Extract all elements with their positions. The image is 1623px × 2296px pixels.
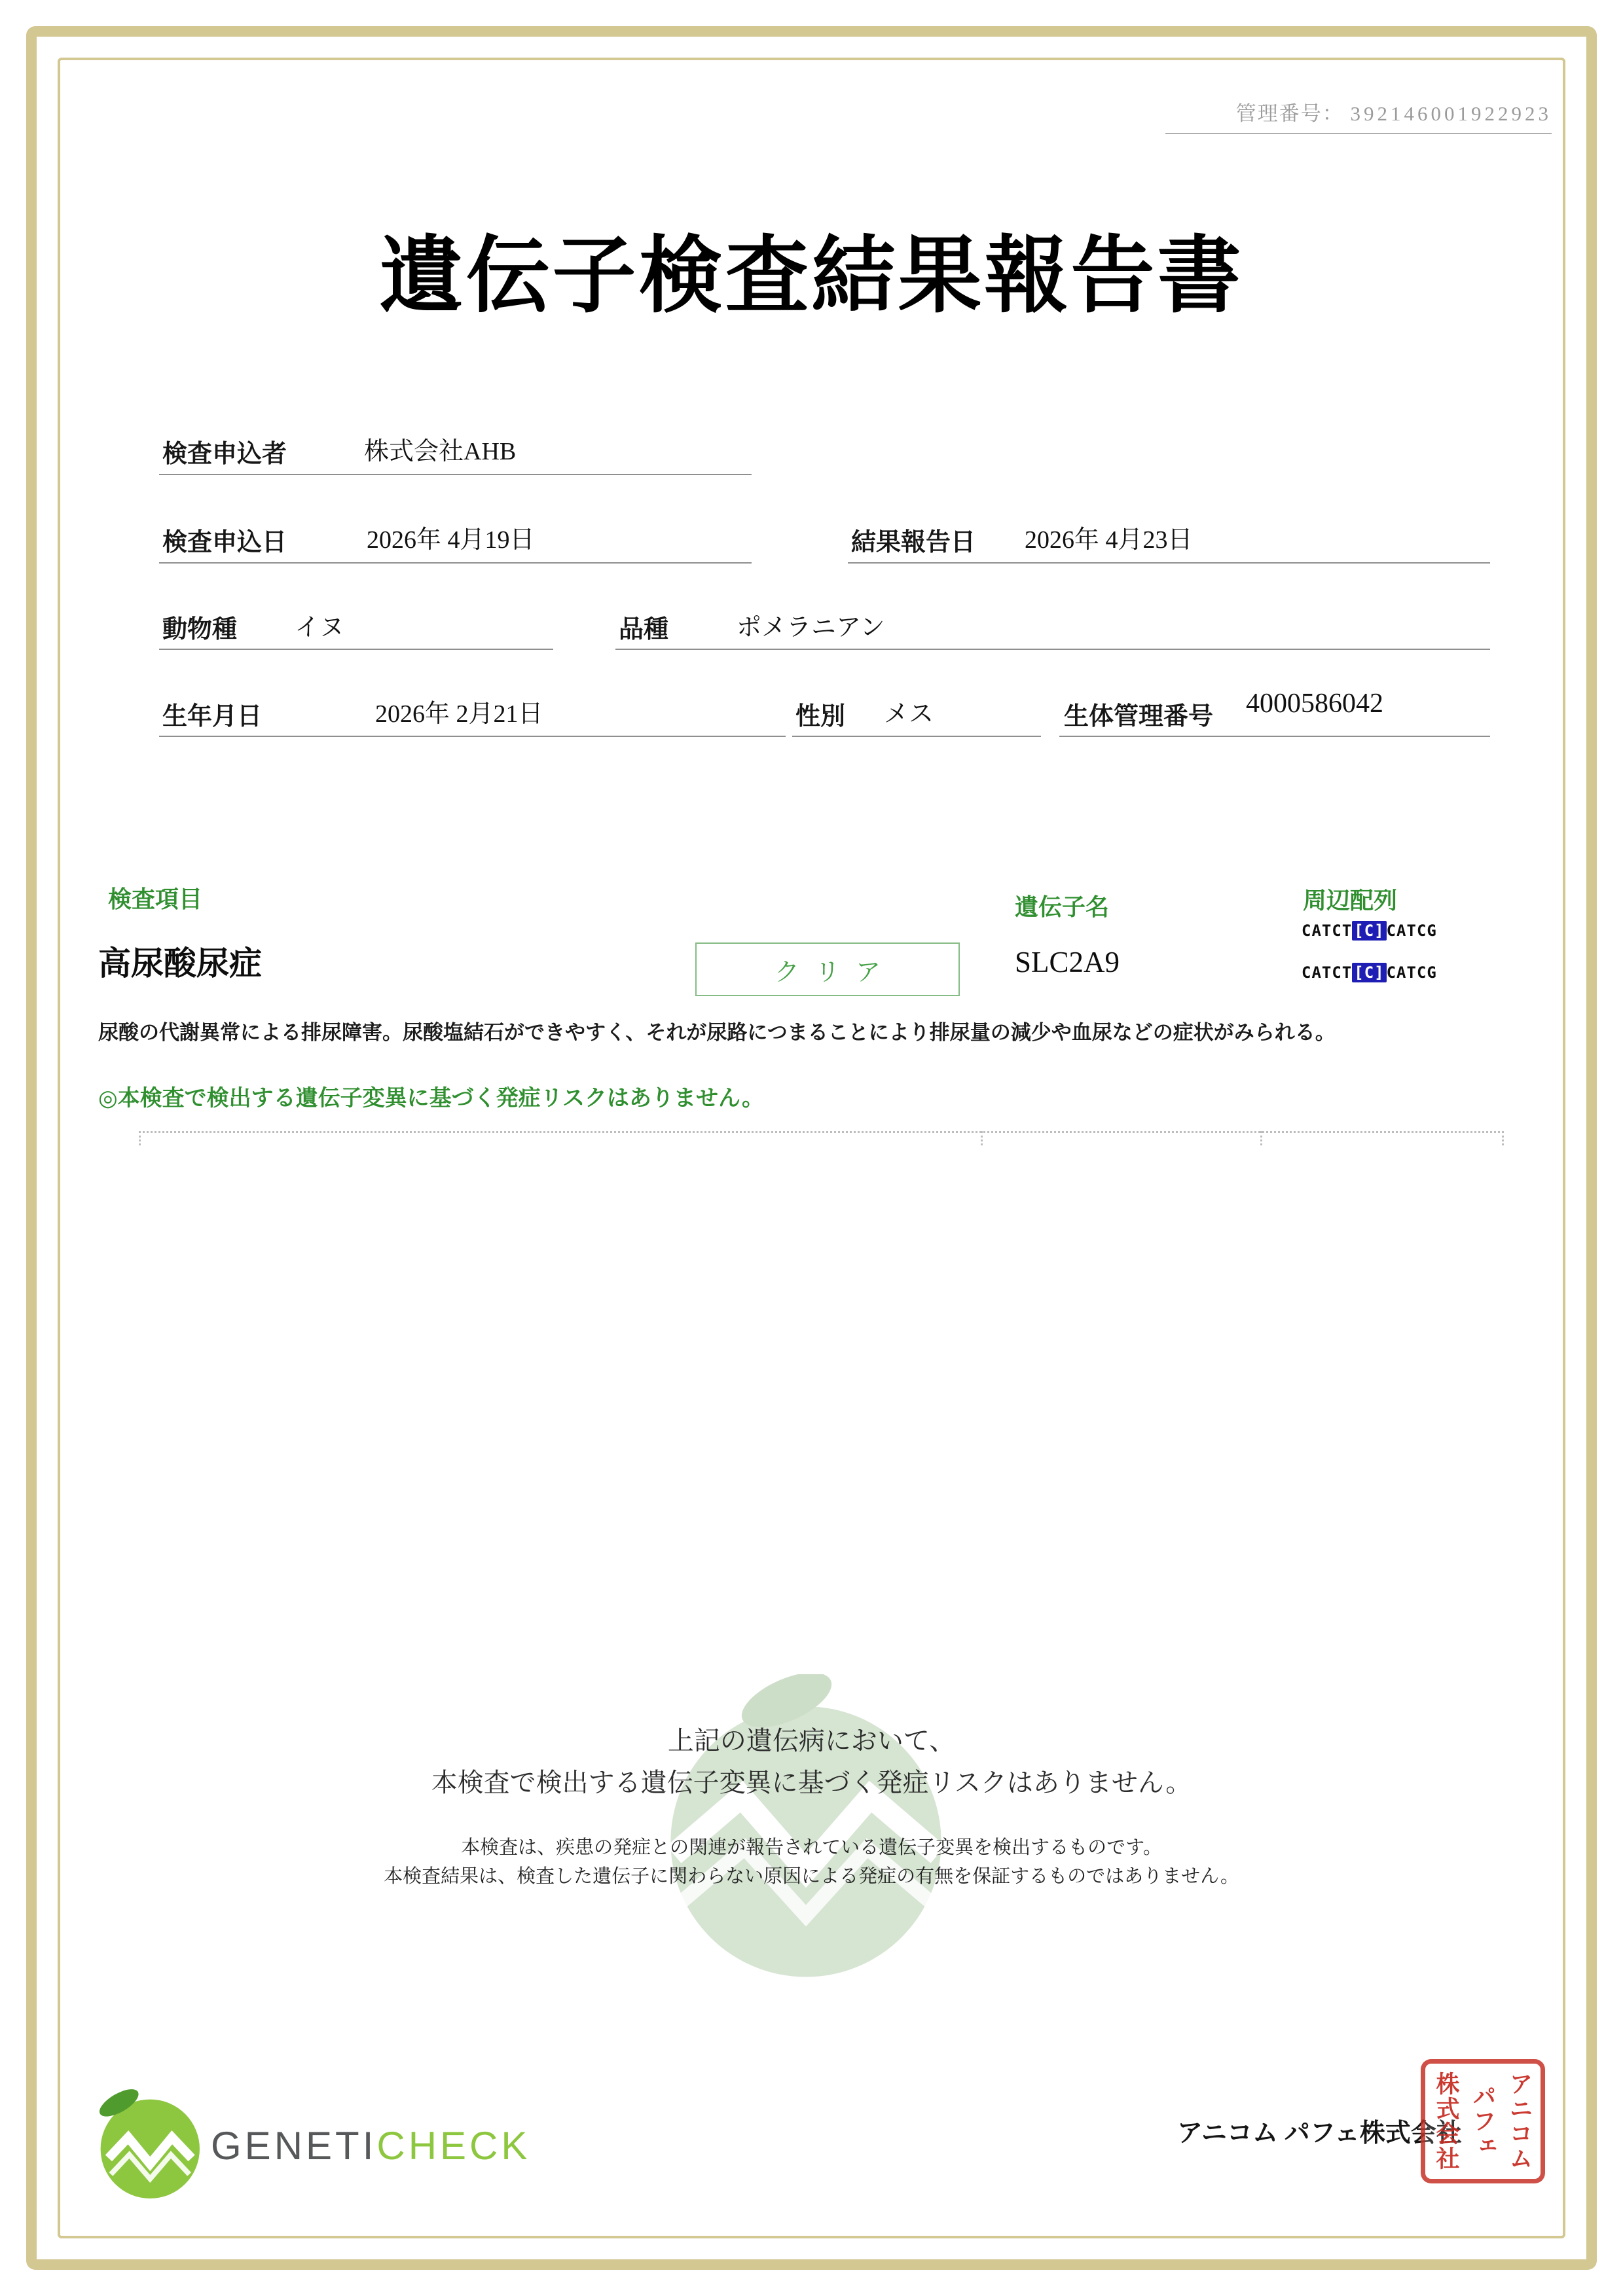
dotted-tick	[981, 1131, 983, 1145]
applicant-label: 検査申込者	[162, 440, 287, 468]
risk-note: ◎本検査で検出する遺伝子変異に基づく発症リスクはありません。	[98, 1086, 765, 1111]
applicant-value: 株式会社AHB	[364, 438, 517, 465]
management-number-label: 管理番号：	[1235, 102, 1344, 125]
geneticheck-logo-text	[211, 2123, 530, 2168]
sex-value: メス	[884, 700, 934, 728]
company-name: アニコム パフェ株式会社	[1177, 2119, 1462, 2147]
apply-date-underline	[159, 562, 752, 564]
geneticheck-logo-icon	[89, 2088, 204, 2203]
species-underline	[159, 649, 553, 650]
sequence-prefix: CATCT	[1302, 963, 1353, 982]
breed-value: ポメラニアン	[737, 614, 885, 641]
sequence-variant: [C]	[1352, 963, 1386, 982]
birth-date-label: 生年月日	[162, 703, 263, 730]
test-item-header: 検査項目	[108, 886, 203, 912]
company-seal	[1421, 2059, 1545, 2183]
breed-label: 品種	[619, 616, 669, 643]
report-date-label: 結果報告日	[851, 529, 976, 556]
breed-underline	[615, 649, 1490, 650]
sequence-line-1	[1302, 922, 1437, 940]
apply-date-value: 2026年 4月19日	[367, 526, 535, 554]
page-title: 遺伝子検査結果報告書	[379, 230, 1244, 323]
dotted-separator	[139, 1131, 1504, 1133]
sequence-line-2	[1302, 963, 1437, 982]
animal-id-underline	[1059, 736, 1490, 737]
sex-label: 性別	[795, 703, 846, 730]
summary-note-1: 本検査は、疾患の発症との関連が報告されている遺伝子変異を検出するものです。	[461, 1837, 1162, 1858]
logo-text-check: CHECK	[376, 2124, 531, 2168]
birth-date-value: 2026年 2月21日	[375, 700, 543, 728]
sequence-suffix: CATCG	[1386, 922, 1437, 940]
logo-text-geneti: GENETI	[211, 2124, 377, 2168]
gene-name: SLC2A9	[1015, 946, 1120, 978]
animal-id-label: 生体管理番号	[1064, 703, 1214, 730]
seal-column-1: アニコム	[1506, 2072, 1533, 2171]
species-value: イヌ	[295, 614, 345, 641]
species-label: 動物種	[162, 616, 238, 643]
sequence-suffix: CATCG	[1386, 963, 1437, 982]
summary-line-2: 本検査で検出する遺伝子変異に基づく発症リスクはありません。	[431, 1768, 1192, 1797]
apply-date-label: 検査申込日	[162, 529, 287, 556]
dotted-tick	[1260, 1131, 1262, 1145]
report-date-underline	[848, 562, 1490, 564]
result-status-box	[695, 942, 960, 996]
test-item-name: 高尿酸尿症	[98, 945, 262, 982]
seal-column-2: パフェ	[1470, 2084, 1496, 2159]
dotted-tick	[1502, 1131, 1504, 1145]
result-status: クリア	[774, 958, 896, 986]
animal-id-value: 4000586042	[1246, 689, 1383, 719]
management-number-row	[1165, 97, 1552, 134]
summary-note-2: 本検査結果は、検査した遺伝子に関わらない原因による発症の有無を保証するものではありません。	[384, 1866, 1239, 1887]
sequence-prefix: CATCT	[1302, 922, 1353, 940]
sex-underline	[792, 736, 1041, 737]
gene-name-header: 遺伝子名	[1015, 894, 1110, 920]
birth-date-underline	[159, 736, 786, 737]
seal-column-3: 株式会社	[1433, 2072, 1459, 2171]
applicant-underline	[159, 474, 752, 475]
report-date-value: 2026年 4月23日	[1025, 526, 1193, 554]
sequence-variant: [C]	[1352, 921, 1386, 941]
dotted-tick	[139, 1131, 141, 1145]
management-number-value: 392146001922923	[1350, 102, 1552, 125]
disease-description: 尿酸の代謝異常による排尿障害。尿酸塩結石ができやすく、それが尿路につまることにより排尿量の減少や血尿などの症状がみられる。	[98, 1021, 1336, 1044]
summary-line-1: 上記の遺伝病において、	[667, 1727, 956, 1755]
sequence-header: 周辺配列	[1303, 888, 1398, 914]
